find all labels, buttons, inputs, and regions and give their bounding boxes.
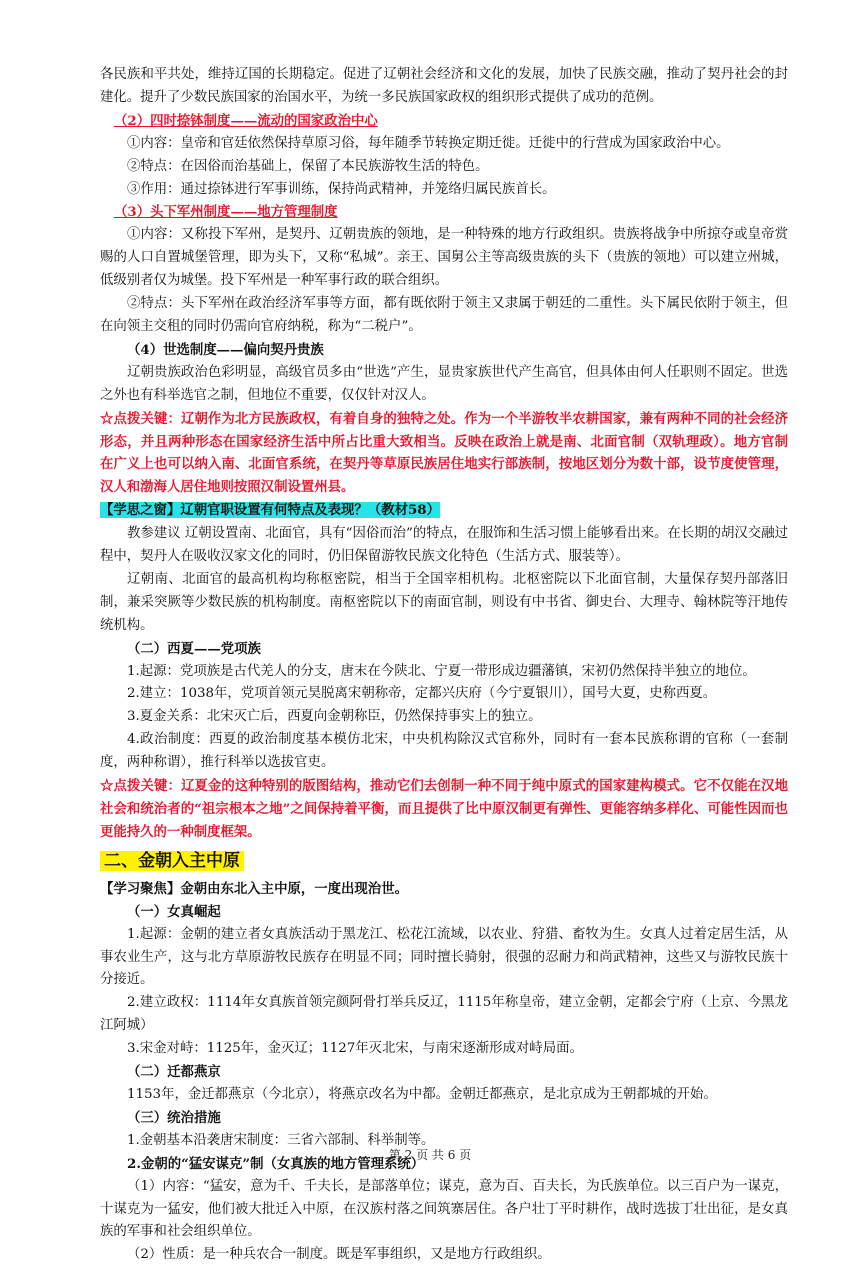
paragraph: ②特点：在因俗而治基础上，保留了本民族游牧生活的特色。 (127, 158, 489, 174)
paragraph: ①内容：又称投下军州，是契丹、辽朝贵族的领地，是一种特殊的地方行政组织。贵族将战争中所掠夺或皇帝赏赐的人口自置城堡管理，即为头下，又称“私城”。亲王、国舅公主等高级贵族的头下（贵族的领地）可以建立州城，低级别者仅为城堡。投下军州是一种军事行政的联合组织。 (100, 227, 788, 289)
subheading: （二）西夏——党项族 (127, 640, 261, 657)
think-window-heading: 【学思之窗】辽朝官职设置有何特点及表现？（教材58） (100, 502, 441, 519)
paragraph: ③作用：通过捺钵进行军事训练，保持尚武精神，并笼络归属民族首长。 (127, 181, 556, 197)
paragraph: 各民族和平共处，维持辽国的长期稳定。促进了辽朝社会经济和文化的发展，加快了民族交融，推动了契丹社会的封建化。提升了少数民族国家的治国水平，为统一多民族国家政权的组织形式提供了成功的范例。 (100, 67, 788, 105)
paragraph: 3.夏金关系：北宋灭亡后，西夏向金朝称臣，仍然保持事实上的独立。 (127, 709, 542, 725)
subheading: 2.金朝的“猛安谋克”制（女真族的地方管理系统） (127, 1155, 425, 1172)
section-title: 二、金朝入主中原 (100, 851, 244, 871)
subheading: （三）统治措施 (127, 1109, 221, 1126)
key-point-note: ☆点拨关键：辽朝作为北方民族政权，有着自身的独特之处。作为一个半游牧半农耕国家，兼有两种不同的社会经济形态，并且两种形态在国家经济生活中所占比重大致相当。反映在政治上就是南、北面官制（双轨理政）。地方官制在广义上也可以纳入南、北面官系统，在契丹等草原民族居住地实行部族制，按地区划分为数十部，设节度使管理，汉人和渤海人居住地则按照汉制设置州县。 (100, 410, 788, 496)
paragraph: ②特点：头下军州在政治经济军事等方面，都有既依附于领主又隶属于朝廷的二重性。头下属民依附于领主，但在向领主交租的同时仍需向官府纳税，称为“二税户”。 (100, 296, 788, 334)
document-body (100, 64, 788, 1267)
paragraph: 辽朝贵族政治色彩明显，高级官员多由“世选”产生，显贵家族世代产生高官，但具体由何人任职则不固定。世选之外也有科举选官之制，但地位不重要，仅仅针对汉人。 (100, 364, 788, 403)
key-point-note: ☆点拨关键：辽夏金的这种特别的版图结构，推动它们去创制一种不同于纯中原式的国家建构模式。它不仅能在汉地社会和统治者的“祖宗根本之地”之间保持着平衡，而且提供了比中原汉制更有弹性、更能容纳多样化、可能性因而也更能持久的一种制度框架。 (100, 778, 788, 840)
paragraph: 教参建议 辽朝设置南、北面官，具有“因俗而治”的特点，在服饰和生活习惯上能够看出来。在长期的胡汉交融过程中，契丹人在吸收汉家文化的同时，仍旧保留游牧民族文化特色（生活方式、服装等）。 (100, 526, 788, 565)
paragraph: 1.金朝基本沿袭唐宋制度：三省六部制、科举制等。 (127, 1132, 435, 1148)
paragraph: ①内容：皇帝和官廷依然保持草原习俗，每年随季节转换定期迁徙。迁徙中的行营成为国家政治中心。 (127, 135, 730, 151)
section-title-row (100, 847, 788, 877)
think-window-row (100, 499, 788, 523)
subheading: （二）迁都燕京 (127, 1064, 221, 1081)
paragraph: 4.政治制度：西夏的政治制度基本模仿北宋，中央机构除汉式官称外，同时有一套本民族称谓的官称（一套制度，两种称谓），推行科举以选拔官吏。 (100, 732, 788, 771)
paragraph: （2）性质：是一种兵农合一制度。既是军事组织，又是地方行政组织。 (127, 1247, 551, 1263)
paragraph: 2.建立：1038年，党项首领元昊脱离宋朝称帝，定都兴庆府（今宁夏银川），国号大夏，史称西夏。 (127, 686, 717, 702)
paragraph: 2.建立政权：1114年女真族首领完颜阿骨打举兵反辽，1115年称皇帝，建立金朝，定都会宁府（上京、今黑龙江阿城） (100, 995, 788, 1034)
subheading-text: （2）四时捺钵制度——流动的国家政治中心 (114, 112, 378, 129)
subheading: （4）世选制度——偏向契丹贵族 (127, 341, 324, 358)
learning-focus: 【学习聚焦】金朝由东北入主中原，一度出现治世。 (100, 880, 408, 897)
paragraph: 1.起源：党项族是古代羌人的分支，唐末在今陕北、宁夏一带形成边疆藩镇，宋初仍然保持半独立的地位。 (127, 663, 756, 679)
paragraph: 辽朝南、北面官的最高机构均称枢密院，相当于全国宰相机构。北枢密院以下北面官制，大量保存契丹部落旧制，兼采突厥等少数民族的机构制度。南枢密院以下的南面官制，则设有中书省、御史台、大理寺、翰林院等汗地传统机构。 (100, 571, 788, 633)
subheading (100, 201, 788, 224)
paragraph: 3.宋金对峙：1125年，金灭辽；1127年灭北宋，与南宋逐渐形成对峙局面。 (127, 1041, 583, 1057)
paragraph: （1）内容：“猛安，意为千、千夫长，是部落单位；谋克，意为百、百夫长，为氏族单位。以三百户为一谋克，十谋克为一猛安，他们被大批迁入中原，在汉族村落之间筑寨居住。各户壮丁平时耕作，战时选拔丁壮出征，是女真族的军事和社会组织单位。 (100, 1178, 788, 1240)
page-footer: 第 2 页 共 6 页 (388, 1148, 472, 1162)
subheading: （一）女真崛起 (127, 903, 221, 920)
subheading-text: （3）头下军州制度——地方管理制度 (114, 204, 338, 221)
paragraph: 1153年，金迁都燕京（今北京），将燕京改名为中都。金朝迁都燕京，是北京成为王朝都城的开始。 (127, 1086, 717, 1102)
paragraph: 1.起源：金朝的建立者女真族活动于黑龙江、松花江流域，以农业、狩猎、畜牧为生。女真人过着定居生活，从事农业生产，这与北方草原游牧民族存在明显不同；同时擅长骑射，很强的忍耐力和尚武精神，这些又与游牧民族十分接近。 (100, 926, 788, 988)
subheading (100, 110, 788, 133)
